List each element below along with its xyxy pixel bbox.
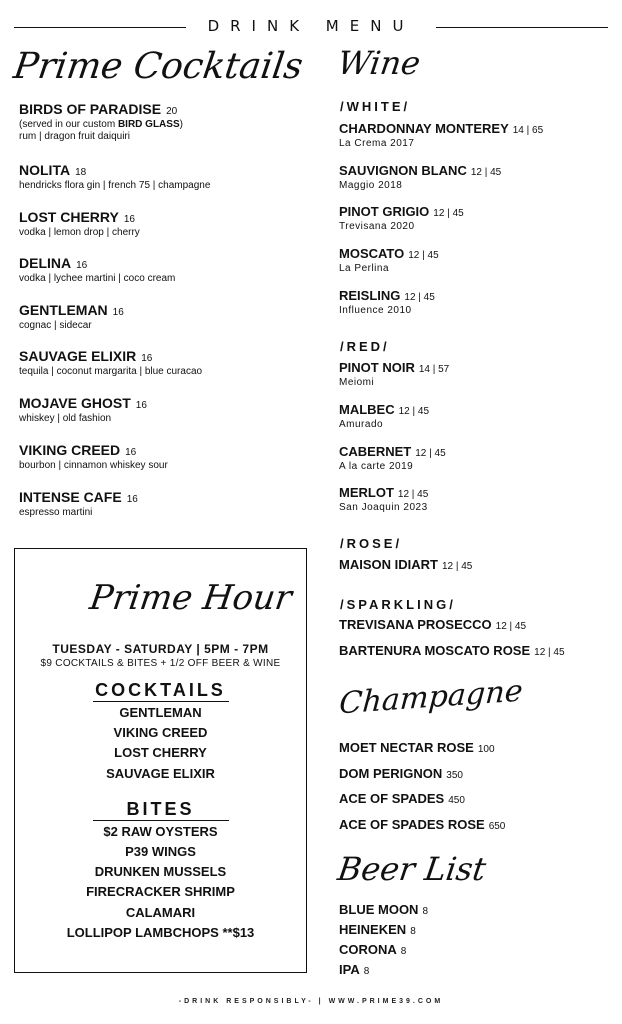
cocktail-item xyxy=(19,255,175,285)
champagne-name: ACE OF SPADES ROSE xyxy=(339,817,485,832)
wine-vintage: A la carte 2019 xyxy=(339,461,414,472)
cocktail-desc: vodka | lychee martini | coco cream xyxy=(19,273,176,284)
wine-price: 14 | 57 xyxy=(418,364,450,375)
champagne-item xyxy=(339,816,505,834)
cocktail-desc: cognac | sidecar xyxy=(19,320,92,331)
prime-hour-days: TUESDAY - SATURDAY | 5PM - 7PM xyxy=(52,642,269,656)
beer-item xyxy=(339,921,416,939)
header-rule-right xyxy=(436,27,608,28)
cocktail-item xyxy=(19,442,168,472)
wine-red-label: /RED/ xyxy=(340,339,390,354)
wine-vintage: La Crema 2017 xyxy=(339,138,415,149)
cocktail-item xyxy=(19,101,183,143)
cocktail-price: 16 xyxy=(123,214,135,225)
champagne-item xyxy=(339,739,495,757)
wine-vintage: San Joaquin 2023 xyxy=(339,502,428,513)
cocktail-item xyxy=(19,489,138,519)
wine-item xyxy=(339,642,565,660)
wine-rose-label: /ROSE/ xyxy=(340,536,403,551)
wine-price: 12 | 45 xyxy=(441,561,473,572)
wine-price: 12 | 45 xyxy=(404,292,435,303)
champagne-name: MOET NECTAR ROSE xyxy=(339,740,474,755)
cocktail-name: INTENSE CAFE xyxy=(19,489,122,505)
cocktail-price: 16 xyxy=(135,400,147,411)
wine-price: 12 | 45 xyxy=(397,489,429,500)
wine-name: SAUVIGNON BLANC xyxy=(339,163,467,178)
cocktail-item xyxy=(19,209,140,239)
wine-price: 12 | 45 xyxy=(470,167,502,178)
wine-price: 12 | 45 xyxy=(495,621,527,632)
wine-white-label: /WHITE/ xyxy=(340,99,411,114)
beer-item xyxy=(339,961,369,979)
cocktail-desc: whiskey | old fashion xyxy=(19,413,112,424)
cocktail-desc: tequila | coconut margarita | blue curacao xyxy=(19,366,203,377)
beer-price: 8 xyxy=(400,946,407,957)
prime-hour-bite: DRUNKEN MUSSELS xyxy=(94,864,227,879)
wine-name: MERLOT xyxy=(339,485,394,500)
wine-vintage: Amurado xyxy=(339,419,384,430)
page-title: DRINK MENU xyxy=(207,17,415,35)
wine-vintage: Meiomi xyxy=(339,377,375,388)
wine-item xyxy=(339,162,501,192)
prime-hour-cocktail: VIKING CREED xyxy=(113,725,208,740)
header-rule-left xyxy=(14,27,186,28)
cocktail-desc: vodka | lemon drop | cherry xyxy=(19,227,140,238)
wine-name: MALBEC xyxy=(339,402,395,417)
beer-name: BLUE MOON xyxy=(339,902,419,917)
prime-hour-cocktail: GENTLEMAN xyxy=(119,705,202,720)
cocktail-price: 16 xyxy=(112,307,124,318)
cocktail-price: 16 xyxy=(76,260,88,271)
wine-item xyxy=(339,245,439,275)
wine-vintage: Trevisana 2020 xyxy=(339,221,415,232)
wine-item xyxy=(339,484,428,514)
beer-item xyxy=(339,941,406,959)
wine-name: CABERNET xyxy=(339,444,412,459)
cocktail-item xyxy=(19,395,147,425)
wine-name: TREVISANA PROSECCO xyxy=(339,617,492,632)
champagne-name: ACE OF SPADES xyxy=(339,791,445,806)
cocktail-price: 16 xyxy=(141,353,153,364)
beer-name: HEINEKEN xyxy=(339,922,407,937)
cocktail-name: VIKING CREED xyxy=(19,442,121,458)
prime-hour-bite: LOLLIPOP LAMBCHOPS **$13 xyxy=(66,925,255,940)
prime-hour-bite: CALAMARI xyxy=(125,905,196,920)
cocktail-item xyxy=(19,348,202,378)
wine-price: 12 | 45 xyxy=(433,208,464,219)
cocktail-note: (served in our custom BIRD GLASS) xyxy=(19,119,183,130)
champagne-heading: Champagne xyxy=(338,673,524,722)
wine-price: 12 | 45 xyxy=(415,448,446,459)
cocktail-name: MOJAVE GHOST xyxy=(19,395,131,411)
wine-item xyxy=(339,287,435,317)
cocktail-name: LOST CHERRY xyxy=(19,209,119,225)
cocktail-price: 20 xyxy=(166,106,178,117)
prime-hour-cocktail: SAUVAGE ELIXIR xyxy=(106,766,215,781)
wine-vintage: Influence 2010 xyxy=(339,305,412,316)
prime-hour-bite: P39 WINGS xyxy=(125,844,196,859)
champagne-name: DOM PERIGNON xyxy=(339,766,443,781)
wine-price: 12 | 45 xyxy=(408,250,439,261)
wine-name: REISLING xyxy=(339,288,401,303)
wine-name: MAISON IDIART xyxy=(339,557,438,572)
champagne-item xyxy=(339,765,463,783)
wine-price: 14 | 65 xyxy=(512,125,544,136)
wine-name: MOSCATO xyxy=(339,246,405,261)
wine-name: BARTENURA MOSCATO ROSE xyxy=(339,643,531,658)
cocktail-name: NOLITA xyxy=(19,162,71,178)
cocktail-desc: espresso martini xyxy=(19,507,93,518)
wine-name: CHARDONNAY MONTEREY xyxy=(339,121,509,136)
wine-item xyxy=(339,443,446,473)
wine-price: 12 | 45 xyxy=(398,406,430,417)
champagne-item xyxy=(339,790,465,808)
wine-item xyxy=(339,616,526,634)
wine-sparkling-label: /SPARKLING/ xyxy=(340,597,456,612)
prime-hour-bite: $2 RAW OYSTERS xyxy=(103,824,218,839)
footer-text: -DRINK RESPONSIBLY- | WWW.PRIME39.COM xyxy=(178,998,444,1005)
cocktails-heading: Prime Cocktails xyxy=(11,46,306,87)
beer-name: CORONA xyxy=(339,942,397,957)
prime-hour-bite: FIRECRACKER SHRIMP xyxy=(86,884,235,899)
cocktail-name: DELINA xyxy=(19,255,72,271)
cocktail-price: 16 xyxy=(125,447,137,458)
wine-item xyxy=(339,120,543,150)
wine-vintage: La Perlina xyxy=(339,263,390,274)
cocktail-name: BIRDS OF PARADISE xyxy=(19,101,162,117)
cocktail-desc: rum | dragon fruit daiquiri xyxy=(19,131,130,142)
beer-price: 8 xyxy=(363,966,370,977)
wine-name: PINOT GRIGIO xyxy=(339,204,430,219)
wine-vintage: Maggio 2018 xyxy=(339,180,403,191)
cocktail-item xyxy=(19,162,210,192)
wine-item xyxy=(339,401,429,431)
champagne-price: 350 xyxy=(446,770,463,781)
cocktail-name: GENTLEMAN xyxy=(19,302,108,318)
prime-hour-cocktails-heading: COCKTAILS xyxy=(95,680,226,700)
champagne-price: 450 xyxy=(448,795,465,806)
champagne-price: 650 xyxy=(488,821,506,832)
divider xyxy=(93,820,229,821)
wine-item xyxy=(339,556,472,574)
wine-heading: Wine xyxy=(335,44,423,82)
cocktail-desc: hendricks flora gin | french 75 | champagne xyxy=(19,180,211,191)
cocktail-name: SAUVAGE ELIXIR xyxy=(19,348,137,364)
cocktail-desc: bourbon | cinnamon whiskey sour xyxy=(19,460,168,471)
prime-hour-deal: $9 COCKTAILS & BITES + 1/2 OFF BEER & WINE xyxy=(40,658,281,669)
cocktail-price: 16 xyxy=(126,494,138,505)
wine-name: PINOT NOIR xyxy=(339,360,415,375)
cocktail-price: 18 xyxy=(75,167,87,178)
prime-hour-heading: Prime Hour xyxy=(87,578,295,618)
beer-heading: Beer List xyxy=(335,850,489,888)
beer-price: 8 xyxy=(422,906,429,917)
beer-name: IPA xyxy=(339,962,360,977)
wine-item xyxy=(339,359,449,389)
champagne-price: 100 xyxy=(477,744,495,755)
beer-item xyxy=(339,901,428,919)
wine-item xyxy=(339,203,464,233)
divider xyxy=(93,701,229,702)
cocktail-item xyxy=(19,302,124,332)
wine-price: 12 | 45 xyxy=(534,647,565,658)
prime-hour-cocktail: LOST CHERRY xyxy=(114,745,207,760)
prime-hour-bites-heading: BITES xyxy=(126,799,195,819)
beer-price: 8 xyxy=(410,926,416,937)
